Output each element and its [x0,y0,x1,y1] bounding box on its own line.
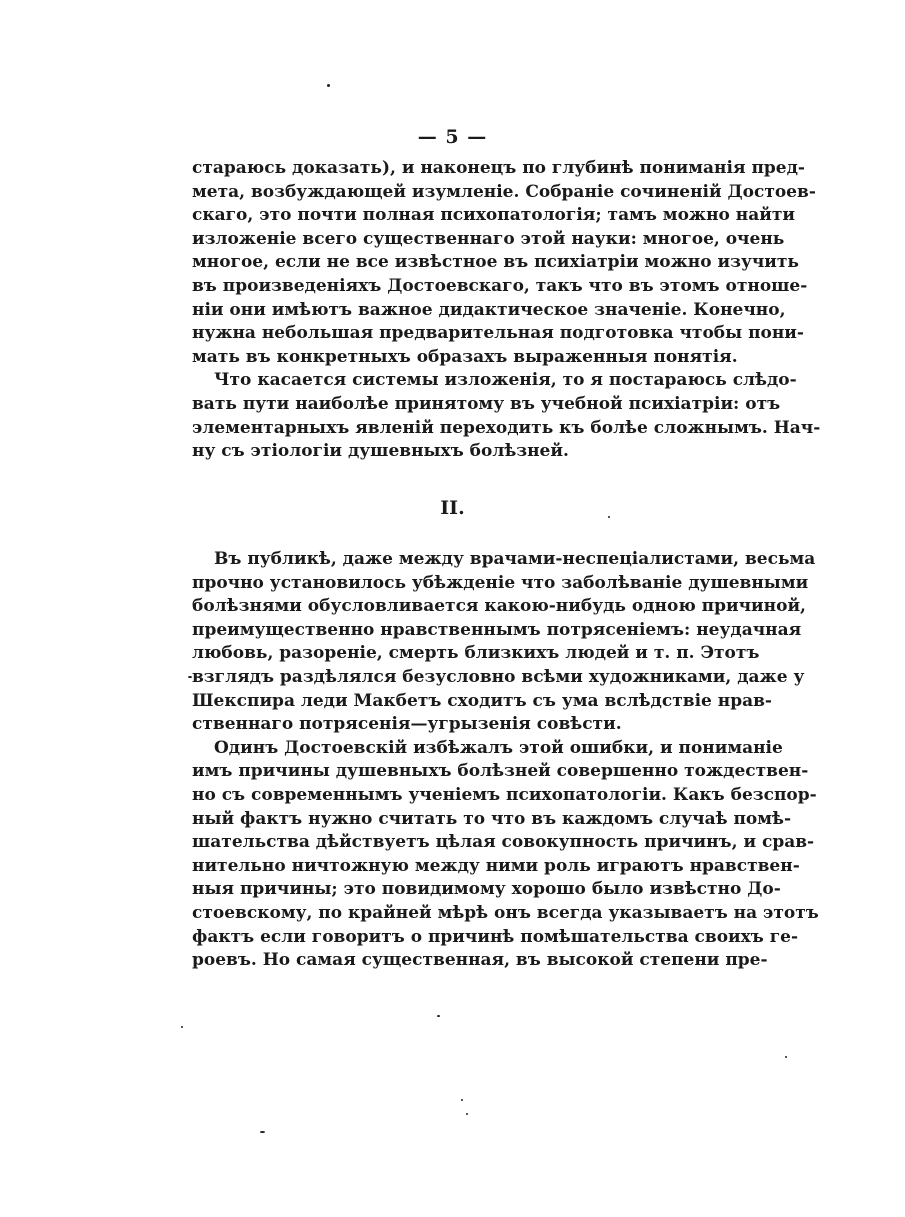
text-line: вать пути наиболѣе принятому въ учебной психіатріи: отъ [192,393,781,414]
paragraph-block-1 [192,157,821,464]
text-line: прочно установилось убѣжденіе что заболѣваніе душевными [192,572,809,593]
text-line: ныя причины; это повидимому хорошо было извѣстно До- [192,879,781,900]
text-line: шательства дѣйствуетъ цѣлая совокупность причинъ, и срав- [192,832,815,853]
text-line: Шекспира леди Макбетъ сходитъ съ ума вслѣдствіе нрав- [192,690,772,711]
paragraph-block-2 [192,548,819,973]
scan-speck [181,1026,183,1028]
text-line: фактъ если говоритъ о причинѣ помѣшательства своихъ ге- [192,926,799,947]
page-number: — 5 — [417,126,488,148]
text-line: болѣзнями обусловливается какою-нибудь одною причиной, [192,596,806,617]
scan-speck [188,676,192,678]
text-line: преимущественно нравственнымъ потрясеніемъ: неудачная [192,619,802,640]
text-line: любовь, разореніе, смерть близкихъ людей и т. п. Этотъ [192,643,760,664]
text-line: роевъ. Но самая существенная, въ высокой степени пре- [192,950,768,971]
scan-speck [785,1056,787,1058]
text-line: скаго, это почти полная психопатологія; тамъ можно найти [192,205,795,226]
text-line: нительно ничтожную между ними роль играютъ нравствен- [192,855,800,876]
text-line: стараюсь доказать), и наконецъ по глубинѣ пониманія пред- [192,158,805,178]
text-line: мета, возбуждающей изумленіе. Собраніе сочиненій Достоев- [192,181,816,202]
text-line: ніи они имѣютъ важное дидактическое значеніе. Конечно, [192,299,786,320]
text-line: стоевскому, по крайней мѣрѣ онъ всегда указываетъ на этотъ [192,902,819,923]
scan-speck [260,1131,265,1133]
text-line: мать въ конкретныхъ образахъ выраженныя понятія. [192,346,738,367]
text-line: ный фактъ нужно считать то что въ каждомъ случаѣ помѣ- [192,808,792,829]
scan-speck [466,1113,468,1115]
text-line: нужна небольшая предварительная подготовка чтобы пони- [192,323,804,344]
text-line: Въ публикѣ, даже между врачами-неспеціалистами, весьма [214,549,816,569]
text-line: элементарныхъ явленій переходить къ болѣе сложнымъ. Нач- [192,417,821,438]
text-line: Что касается системы изложенія, то я постараюсь слѣдо- [214,370,797,391]
scan-speck [327,84,330,87]
text-line: многое, если не все извѣстное въ психіатріи можно изучить [192,252,799,273]
text-line: взглядъ раздѣлялся безусловно всѣми художниками, даже у [192,666,805,687]
section-heading: II. [440,497,465,519]
scan-speck [608,516,610,518]
scan-speck [437,1015,440,1017]
text-line: ственнаго потрясенія—угрызенія совѣсти. [192,714,622,735]
text-line: изложеніе всего существеннаго этой науки: многое, очень [192,228,785,249]
text-line: но съ современнымъ ученіемъ психопатологіи. Какъ безспор- [192,784,817,805]
text-line: имъ причины душевныхъ болѣзней совершенно тождествен- [192,761,809,782]
scan-speck [461,1099,463,1101]
text-line: въ произведеніяхъ Достоевскаго, такъ что въ этомъ отноше- [192,275,808,296]
text-line: Одинъ Достоевскій избѣжалъ этой ошибки, и пониманіе [214,737,783,758]
text-line: ну съ этіологіи душевныхъ болѣзней. [192,441,569,462]
